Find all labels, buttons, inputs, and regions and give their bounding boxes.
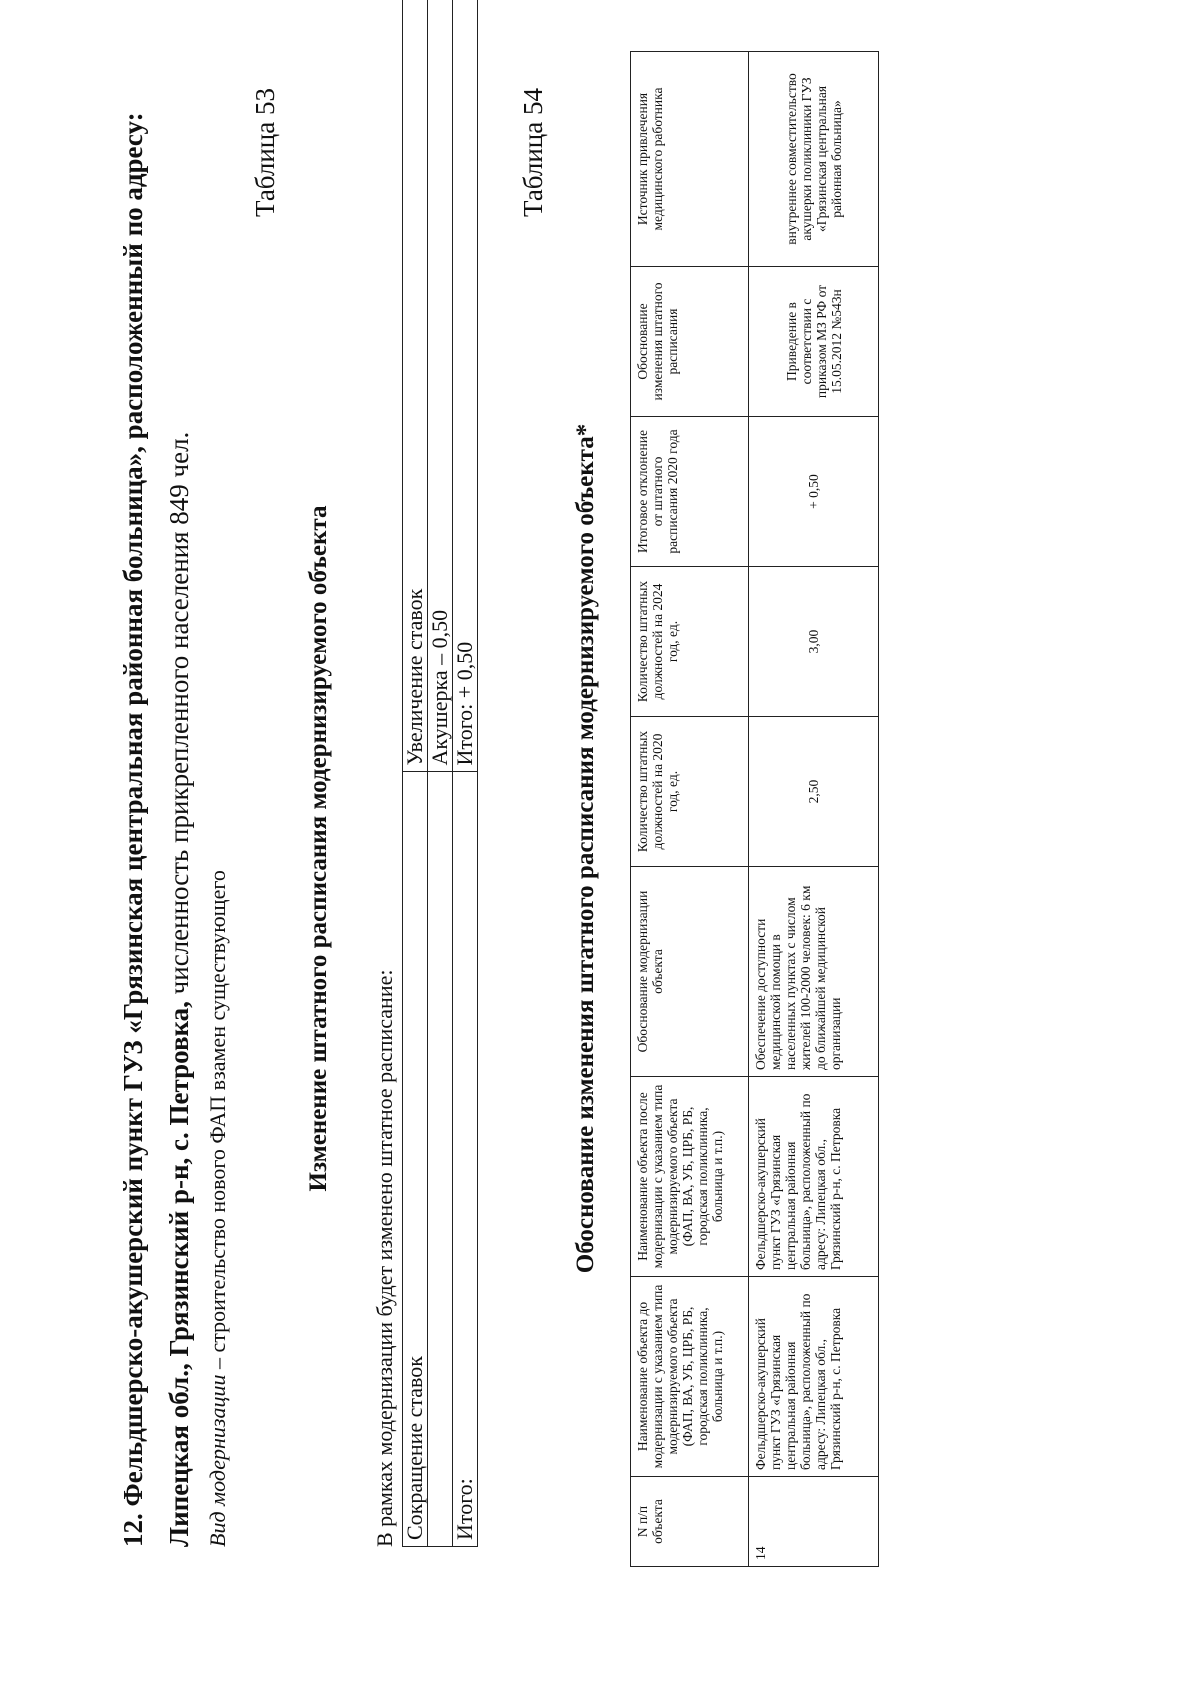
- table53-caption: Таблица 53: [250, 88, 280, 217]
- table-row: [453, 0, 478, 1547]
- table53-title: Изменение штатного расписания модернизируемого объекта: [305, 505, 332, 1192]
- table53-intro: В рамках модернизации будет изменено штатное расписание:: [372, 969, 397, 1547]
- column-header: Количество штатных должностей на 2024 год, ед.: [631, 567, 749, 717]
- column-header: Наименование объекта после модернизации с указанием типа модернизируемого объекта (ФАП, ВА, УБ, ЦРБ, РБ, городская поликлиника, больница и т.п.): [631, 1077, 749, 1277]
- modernization-label: Вид модернизации: [205, 1374, 230, 1547]
- column-header: Источник привлечения медицинского работника: [631, 52, 749, 267]
- column-header: Итоговое отклонение от штатного расписания 2020 года: [631, 417, 749, 567]
- table-cell: Сокращение ставок: [403, 772, 428, 1547]
- table-header-row: [631, 52, 749, 1567]
- section-heading: [110, 7, 202, 1547]
- column-header: Количество штатных должностей на 2020 год, ед.: [631, 717, 749, 867]
- table-cell: 14: [749, 1477, 879, 1567]
- table-cell: Итого: + 0,50: [453, 0, 478, 772]
- table-cell: Фельдшерско-акушерский пункт ГУЗ «Грязинская центральная районная больница», расположенный по адресу: Липецкая обл., Грязинский р-н, с. Петровка: [749, 1077, 879, 1277]
- table-cell: Акушерка – 0,50: [428, 0, 453, 772]
- table54-title: Обоснование изменения штатного расписания модернизируемого объекта*: [572, 423, 599, 1274]
- table-cell: 3,00: [749, 567, 879, 717]
- staff-justification-table: [630, 51, 879, 1567]
- table-row: [403, 0, 428, 1547]
- table-cell: + 0,50: [749, 417, 879, 567]
- table-cell: Приведение в соответствии с приказом МЗ РФ от 15.05.2012 №543н: [749, 267, 879, 417]
- modernization-text: – строительство нового ФАП взамен существующего: [205, 870, 230, 1375]
- table-cell: Фельдшерско-акушерский пункт ГУЗ «Грязинская центральная районная больница», расположенный по адресу: Липецкая обл., Грязинский р-н, с. Петровка: [749, 1277, 879, 1477]
- modernization-type: [205, 870, 231, 1547]
- column-header: Обоснование модернизации объекта: [631, 867, 749, 1077]
- column-header: Обоснование изменения штатного расписания: [631, 267, 749, 417]
- table-cell: 2,50: [749, 717, 879, 867]
- table-cell: Увеличение ставок: [403, 0, 428, 772]
- heading-bold: 12. Фельдшерско-акушерский пункт ГУЗ «Грязинская центральная районная больница», расположенный по адресу: Липецкая обл., Грязинский р-н, с. Петровка,: [118, 112, 194, 1547]
- table-row: [428, 0, 453, 1547]
- table-cell: [428, 772, 453, 1547]
- table-cell: Итого:: [453, 772, 478, 1547]
- staff-change-table: [402, 0, 478, 1547]
- table-row: [749, 52, 879, 1567]
- table-cell: Обеспечение доступности медицинской помощи в населенных пунктах с числом жителей 100-2000 человек: 6 км до ближайшей медицинской организации: [749, 867, 879, 1077]
- column-header: Наименование объекта до модернизации с указанием типа модернизируемого объекта (ФАП, ВА, УБ, ЦРБ, РБ, городская поликлиника, больница и т.п.): [631, 1277, 749, 1477]
- table54-caption: Таблица 54: [518, 88, 548, 217]
- heading-normal: численность прикрепленного населения 849 чел.: [164, 431, 194, 1002]
- table-cell: внутреннее совместительство акушерки поликлиники ГУЗ «Грязинская центральная районная больница»: [749, 52, 879, 267]
- column-header: N п/п объекта: [631, 1477, 749, 1567]
